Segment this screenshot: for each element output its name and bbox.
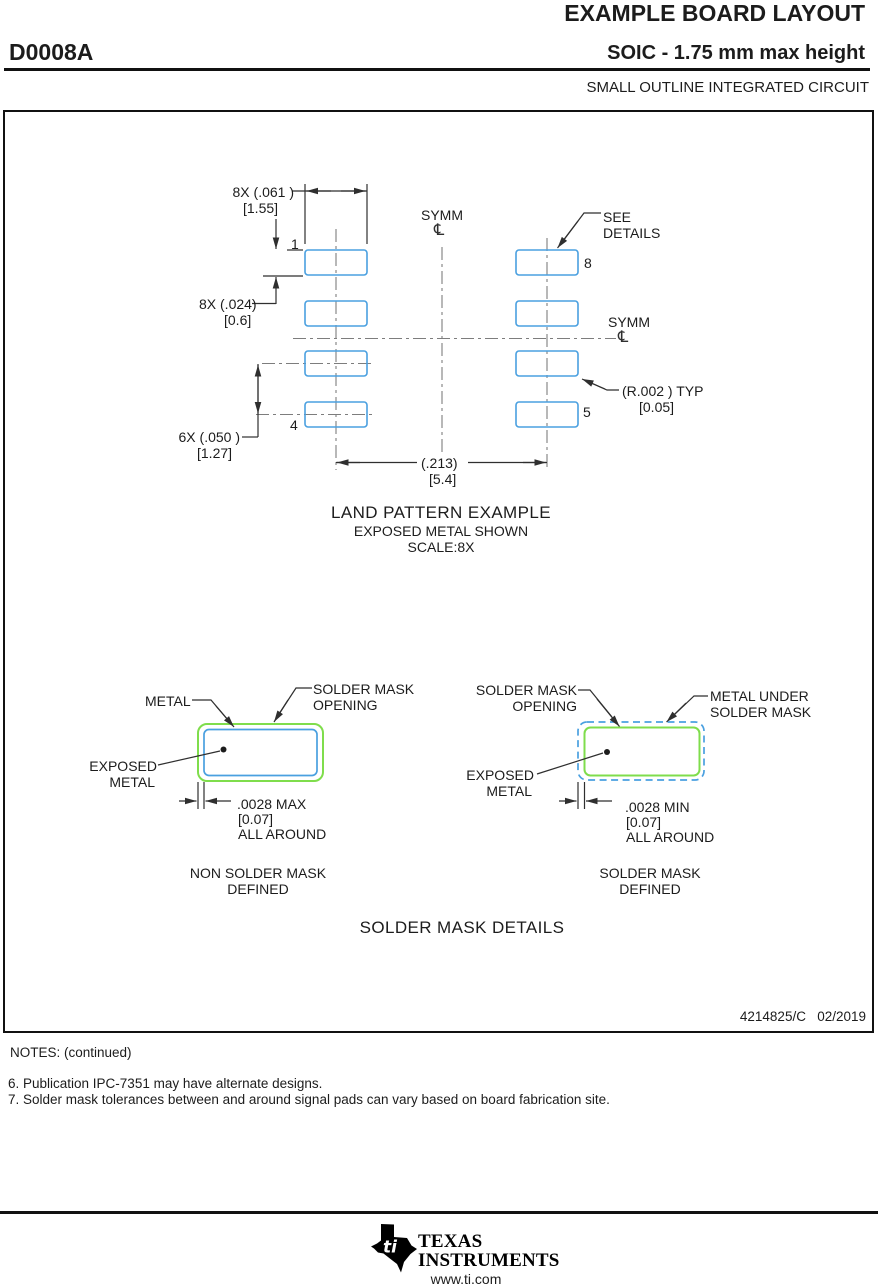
package-subtitle: SMALL OUTLINE INTEGRATED CIRCUIT <box>586 79 869 96</box>
dim-span: (.213) <box>421 455 458 471</box>
nsmd-metal-pad <box>204 730 317 776</box>
footer-rule <box>0 1211 878 1214</box>
nsmd-caption-line2: DEFINED <box>227 881 289 898</box>
centerline-symbol-right: ℄ <box>618 327 629 346</box>
smd-metal-under-line1: METAL UNDER <box>710 688 809 704</box>
smd-caption-line1: SOLDER MASK <box>599 865 701 881</box>
nsmd-clearance-note: ALL AROUND <box>238 826 327 842</box>
nsmd-metal-label: METAL <box>145 693 191 709</box>
dim-pad-width-mm: [1.55] <box>243 200 279 216</box>
corner-radius-note: (R.002 ) TYP <box>622 383 704 399</box>
brand-instruments: INSTRUMENTS <box>418 1250 560 1271</box>
nsmd-exposed-label <box>60 758 157 790</box>
pin1-label: 1 <box>291 236 299 252</box>
note-7: 7. Solder mask tolerances between and around signal pads can vary based on board fabrication site. <box>8 1092 610 1107</box>
notes-heading: NOTES: (continued) <box>10 1045 132 1060</box>
pin8-label: 8 <box>584 255 592 271</box>
smd-metal-under-line2: SOLDER MASK <box>710 704 812 721</box>
nsmd-mask-opening-label <box>313 681 414 713</box>
solder-mask-details-title: SOLDER MASK DETAILS <box>359 918 565 937</box>
smd-caption <box>575 865 725 897</box>
smd-clearance-note: ALL AROUND <box>626 829 715 845</box>
nsmd-solder-mask-opening <box>198 724 323 781</box>
nsmd-caption <box>183 865 333 897</box>
symm-top-label: SYMM <box>421 207 463 223</box>
centerline-symbol-top: ℄ <box>434 220 445 239</box>
dim-pad-height-mm: [0.6] <box>224 312 252 328</box>
smd-metal-under-mask <box>578 722 704 780</box>
dim-pad-height: 8X (.024) <box>199 296 257 312</box>
nsmd-clearance-mm: [0.07] <box>238 811 274 827</box>
ti-website: www.ti.com <box>430 1271 502 1287</box>
smd-clearance: .0028 MIN <box>625 799 690 815</box>
package-title: SOIC - 1.75 mm max height <box>607 42 865 64</box>
land-pattern-title: LAND PATTERN EXAMPLE <box>331 503 551 522</box>
page-title: EXAMPLE BOARD LAYOUT <box>564 0 865 26</box>
smd-exposed-label <box>455 767 534 799</box>
smd-clearance-mm: [0.07] <box>626 814 662 830</box>
land-pattern-subtitle: EXPOSED METAL SHOWN <box>353 523 529 539</box>
nsmd-exposed-line1: EXPOSED <box>89 758 157 774</box>
dim-span-mm: [5.4] <box>429 471 457 487</box>
see-details-line1: SEE <box>603 209 632 225</box>
pin4-label: 4 <box>290 417 298 433</box>
smd-metal-under-label <box>710 688 811 720</box>
ti-logo-mark: ti <box>383 1237 397 1258</box>
dim-pad-width: 8X (.061 ) <box>232 184 294 200</box>
smd-exposed-metal-dot <box>604 749 610 755</box>
smd-solder-mask-opening <box>585 728 700 776</box>
part-number: D0008A <box>9 39 94 65</box>
doc-number: 4214825/C 02/2019 <box>739 1009 866 1024</box>
ti-logo-icon <box>371 1224 417 1273</box>
note-6: 6. Publication IPC-7351 may have alternate designs. <box>8 1076 323 1091</box>
land-pattern-scale: SCALE:8X <box>407 539 475 555</box>
brand-texas: TEXAS <box>418 1231 483 1252</box>
centerlines <box>256 229 616 470</box>
nsmd-exposed-metal-dot <box>221 747 227 753</box>
nsmd-caption-line1: NON SOLDER MASK <box>189 865 327 881</box>
pin5-label: 5 <box>583 404 591 420</box>
smd-mask-opening-line2: OPENING <box>512 698 577 715</box>
nsmd-mask-opening-line1: SOLDER MASK <box>313 681 415 697</box>
dim-pitch: 6X (.050 ) <box>178 429 240 445</box>
nsmd-clearance: .0028 MAX <box>237 796 307 812</box>
smd-caption-line2: DEFINED <box>619 881 681 898</box>
nsmd-mask-opening-line2: OPENING <box>313 697 378 714</box>
smd-mask-opening-line1: SOLDER MASK <box>475 682 577 698</box>
smd-mask-opening-label <box>449 682 577 714</box>
dimension-lines <box>242 184 619 463</box>
dim-pitch-mm: [1.27] <box>197 445 233 461</box>
smd-exposed-line1: EXPOSED <box>466 767 534 783</box>
symm-right-label: SYMM <box>608 314 650 330</box>
smd-exposed-line2: METAL <box>486 783 532 800</box>
nsmd-exposed-line2: METAL <box>109 774 155 791</box>
see-details-line2: DETAILS <box>603 225 661 241</box>
corner-radius-note-mm: [0.05] <box>639 399 675 415</box>
